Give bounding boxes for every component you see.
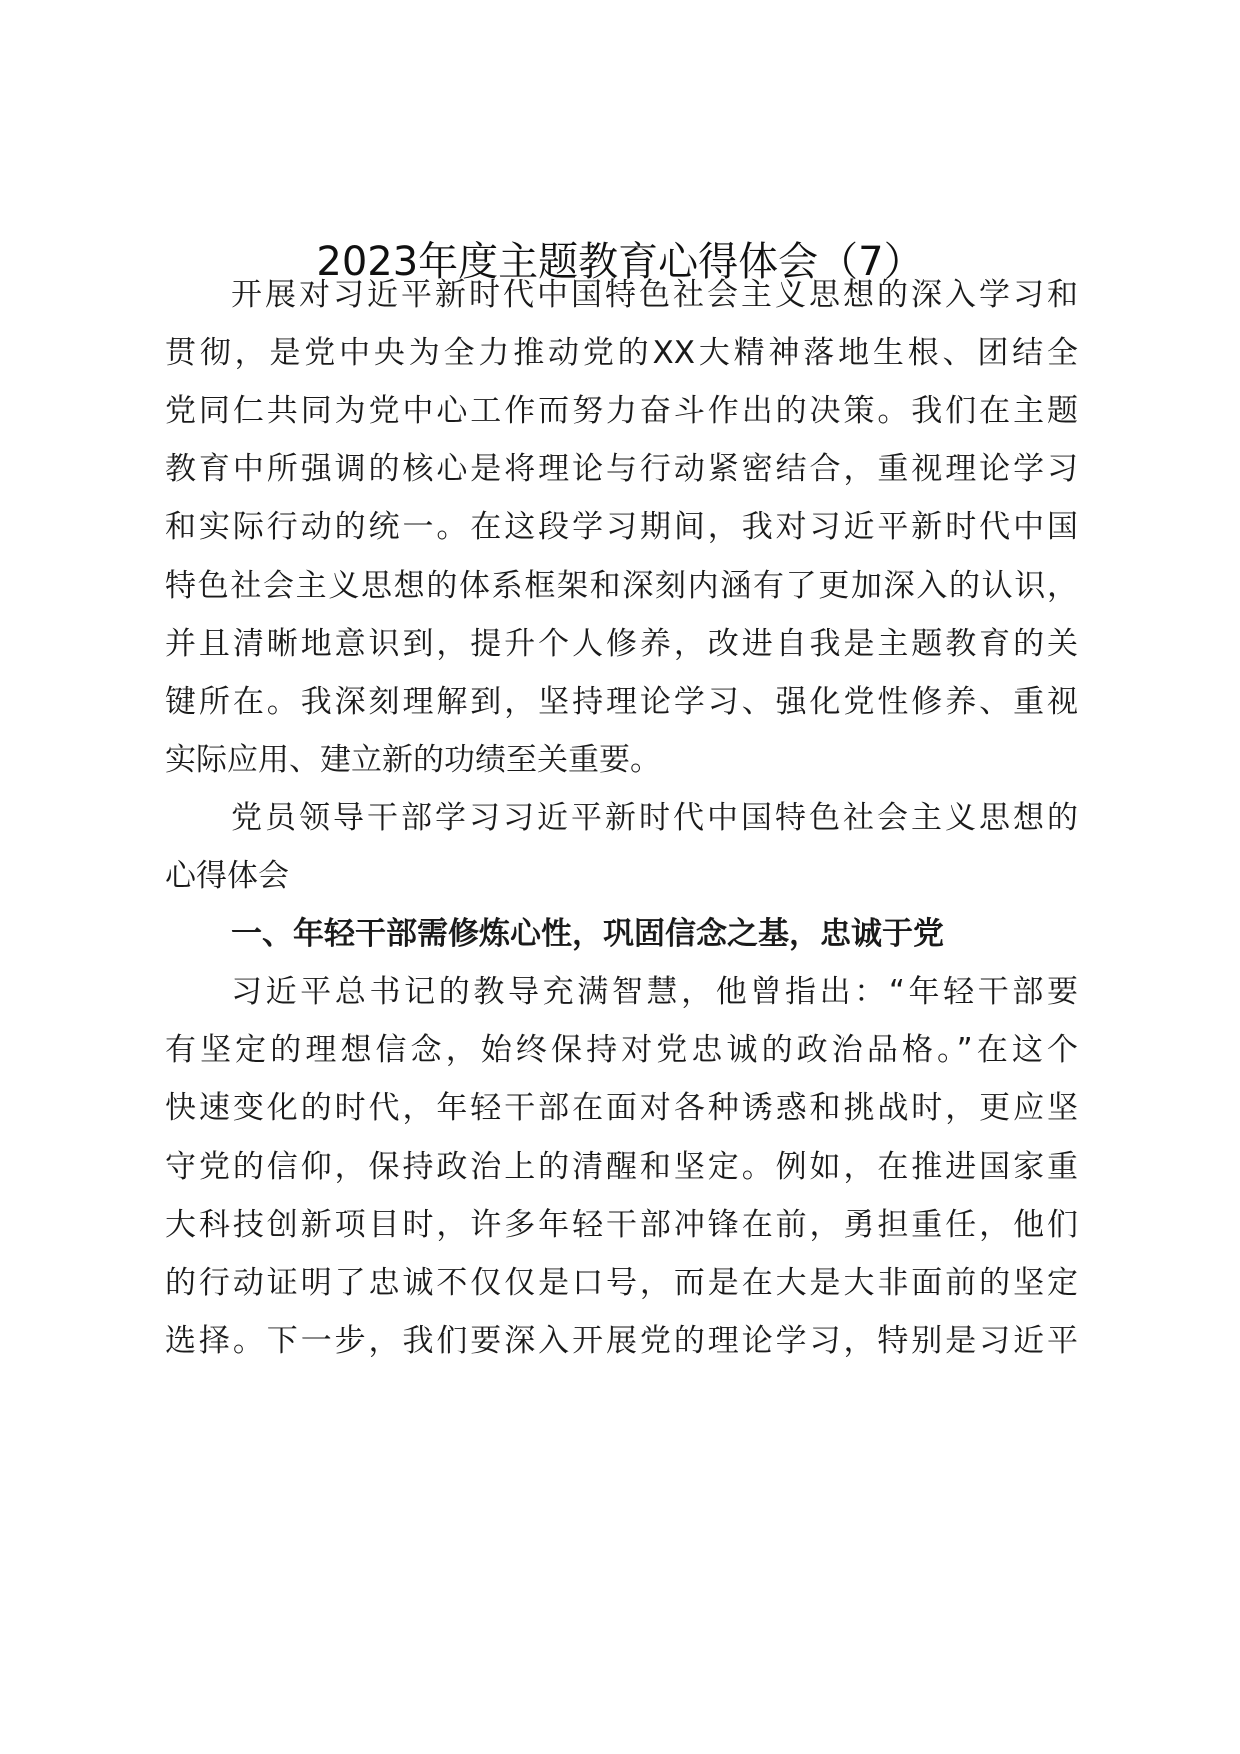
section-heading-line: 一、年轻干部需修炼心性，巩固信念之基，忠诚于党 xyxy=(231,916,944,953)
paragraph-line: 实际应用、建立新的功绩至关重要。 xyxy=(165,741,661,778)
paragraph-line: 特色社会主义思想的体系框架和深刻内涵有了更加深入的认识， xyxy=(165,567,1078,604)
paragraph-line: 党同仁共同为党中心工作而努力奋斗作出的决策。我们在主题 xyxy=(165,393,1078,430)
paragraph-line: 的行动证明了忠诚不仅仅是口号，而是在大是大非面前的坚定 xyxy=(165,1264,1078,1301)
paragraph-line: 并且清晰地意识到，提升个人修养，改进自我是主题教育的关 xyxy=(165,625,1078,662)
paragraph-line: 心得体会 xyxy=(165,858,289,894)
paragraph-line: 守党的信仰，保持政治上的清醒和坚定。例如，在推进国家重 xyxy=(165,1148,1078,1185)
paragraph-line: 有坚定的理想信念，始终保持对党忠诚的政治品格。”在这个 xyxy=(165,1032,1078,1069)
paragraph-line: 党员领导干部学习习近平新时代中国特色社会主义思想的 xyxy=(231,799,1078,836)
paragraph-line: 和实际行动的统一。在这段学习期间，我对习近平新时代中国 xyxy=(165,509,1078,546)
paragraph-line: 快速变化的时代，年轻干部在面对各种诱惑和挑战时，更应坚 xyxy=(165,1090,1078,1127)
paragraph-line: 习近平总书记的教导充满智慧，他曾指出：“年轻干部要 xyxy=(231,974,1078,1011)
paragraph-line: 选择。下一步，我们要深入开展党的理论学习，特别是习近平 xyxy=(165,1322,1078,1359)
paragraph-line: 教育中所强调的核心是将理论与行动紧密结合，重视理论学习 xyxy=(165,451,1078,488)
paragraph-line: 开展对习近平新时代中国特色社会主义思想的深入学习和 xyxy=(231,277,1078,313)
paragraph-line: 大科技创新项目时，许多年轻干部冲锋在前，勇担重任，他们 xyxy=(165,1206,1078,1243)
paragraph-line: 键所在。我深刻理解到，坚持理论学习、强化党性修养、重视 xyxy=(165,683,1078,720)
document-title: 2023年度主题教育心得体会（7） xyxy=(316,239,924,285)
paragraph-line: 贯彻，是党中央为全力推动党的XX大精神落地生根、团结全 xyxy=(165,335,1078,372)
